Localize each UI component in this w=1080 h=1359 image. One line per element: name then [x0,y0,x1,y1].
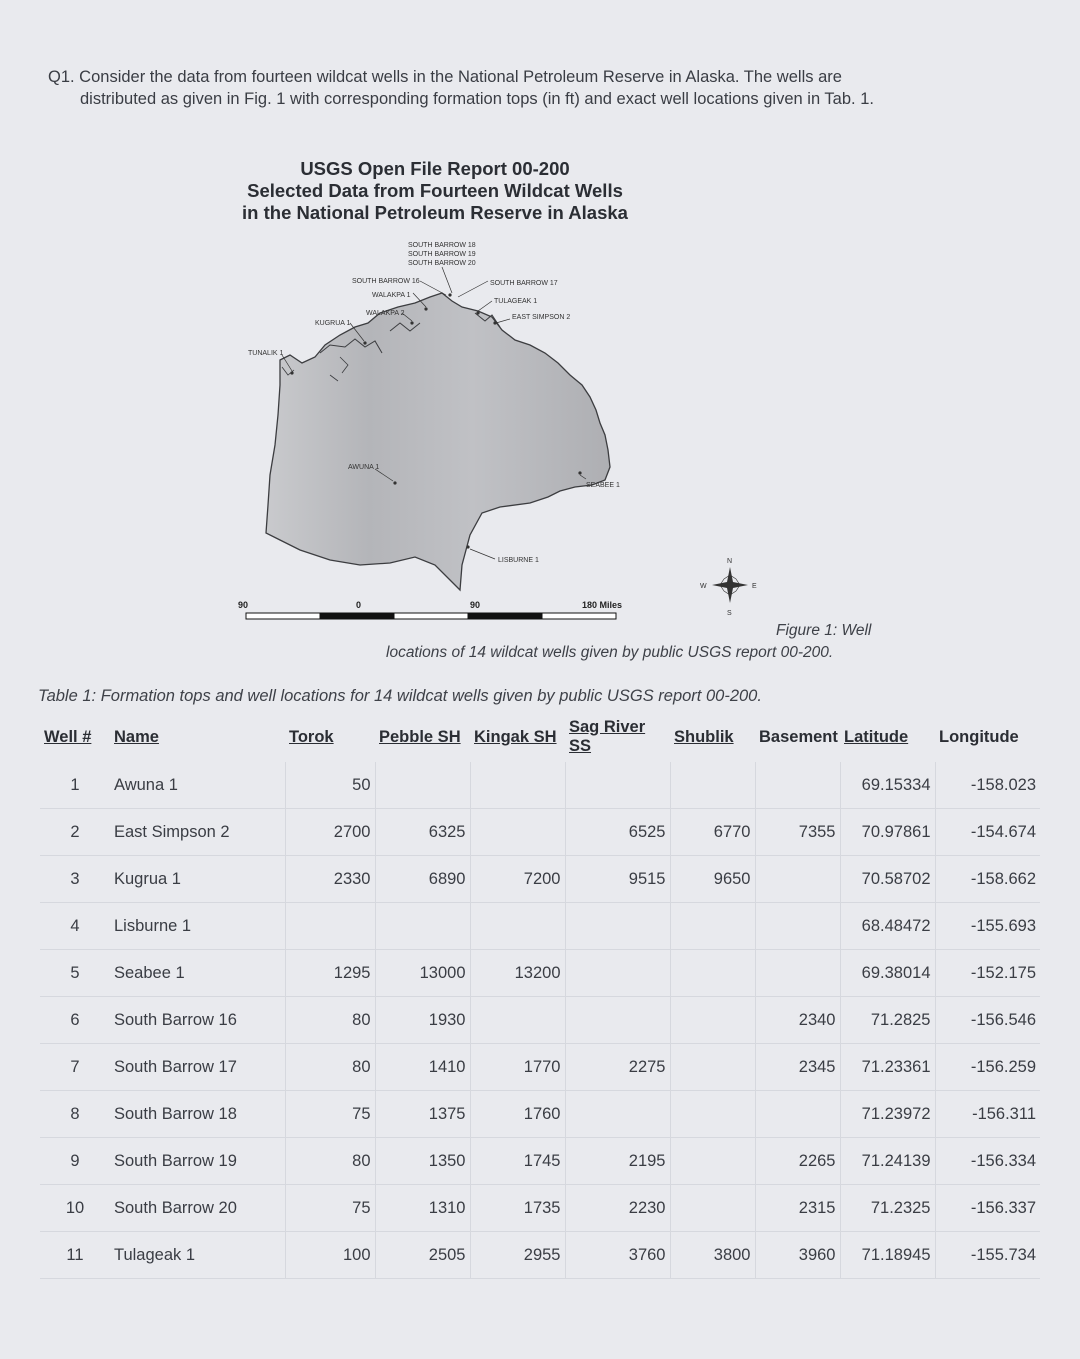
cell-name: South Barrow 19 [110,1138,285,1185]
cell-torok: 100 [285,1232,375,1279]
cell-basement: 3960 [755,1232,840,1279]
cell-shublik [670,1138,755,1185]
table-row [40,997,1040,1044]
cell-torok: 80 [285,1138,375,1185]
cell-latitude: 70.58702 [840,856,935,903]
cell-torok [285,903,375,950]
cell-basement: 2340 [755,997,840,1044]
cell-kingak [470,997,565,1044]
cell-shublik [670,997,755,1044]
table-row [40,809,1040,856]
cell-well: 8 [40,1091,110,1138]
cell-sagriver: 2275 [565,1044,670,1091]
cell-torok: 75 [285,1091,375,1138]
cell-pebble: 6890 [375,856,470,903]
npra-map [230,235,790,625]
scale-label-90: 90 [470,600,481,610]
compass-rose [700,558,757,617]
scale-bar [246,613,616,619]
cell-basement: 2315 [755,1185,840,1232]
figure-title-line-1: USGS Open File Report 00-200 [300,158,570,179]
header-sagriver: Sag River SS [569,718,646,755]
cell-latitude: 69.15334 [840,762,935,809]
cell-name: Tulageak 1 [110,1232,285,1279]
cell-torok: 75 [285,1185,375,1232]
figure-caption-line-1: Figure 1: Well [776,622,872,639]
cell-pebble [375,762,470,809]
cell-sagriver: 3760 [565,1232,670,1279]
table-row [40,1232,1040,1279]
cell-latitude: 71.2325 [840,1185,935,1232]
label-tunalik1: TUNALIK 1 [248,350,284,357]
cell-pebble: 13000 [375,950,470,997]
cell-latitude: 69.38014 [840,950,935,997]
well-marker-seabee1 [578,471,581,474]
compass-n: N [727,558,733,565]
cell-basement [755,856,840,903]
header-basement: Basement [759,727,838,746]
table-header-row [40,712,1040,762]
cell-kingak: 1735 [470,1185,565,1232]
cell-longitude: -156.311 [935,1091,1040,1138]
well-marker-walakpa2 [410,321,413,324]
compass-s: S [727,610,732,617]
cell-well: 10 [40,1185,110,1232]
well-marker-tulageak1 [476,311,479,314]
cell-torok: 80 [285,1044,375,1091]
header-torok: Torok [289,727,334,746]
label-sb17: SOUTH BARROW 17 [490,280,558,287]
label-sb16: SOUTH BARROW 16 [352,278,420,285]
cell-sagriver [565,903,670,950]
cell-well: 11 [40,1232,110,1279]
cell-latitude: 71.24139 [840,1138,935,1185]
cell-longitude: -152.175 [935,950,1040,997]
header-kingak: Kingak SH [474,727,557,746]
cell-torok: 80 [285,997,375,1044]
label-seabee1: SEABEE 1 [586,482,620,489]
label-walakpa1: WALAKPA 1 [372,292,411,299]
cell-pebble: 1410 [375,1044,470,1091]
cell-sagriver: 2195 [565,1138,670,1185]
cell-shublik [670,903,755,950]
cell-pebble: 6325 [375,809,470,856]
cell-shublik: 6770 [670,809,755,856]
label-sb20: SOUTH BARROW 20 [408,260,476,267]
table-row [40,1044,1040,1091]
well-marker-lisburne1 [466,545,469,548]
figure-title [200,158,670,224]
cell-kingak: 13200 [470,950,565,997]
well-marker-kugrua1 [363,341,366,344]
cell-sagriver: 6525 [565,809,670,856]
cell-shublik [670,762,755,809]
cell-pebble: 1375 [375,1091,470,1138]
cell-latitude: 70.97861 [840,809,935,856]
cell-longitude: -156.334 [935,1138,1040,1185]
cell-sagriver [565,950,670,997]
cell-name: South Barrow 20 [110,1185,285,1232]
cell-pebble: 1350 [375,1138,470,1185]
cell-sagriver: 2230 [565,1185,670,1232]
cell-name: Seabee 1 [110,950,285,997]
cell-name: East Simpson 2 [110,809,285,856]
cell-basement: 2265 [755,1138,840,1185]
cell-shublik [670,950,755,997]
cell-kingak: 1745 [470,1138,565,1185]
cell-basement [755,950,840,997]
cell-latitude: 71.23361 [840,1044,935,1091]
cell-latitude: 71.23972 [840,1091,935,1138]
scale-label-0: 0 [356,600,362,610]
well-marker-southbarrow [448,293,451,296]
label-tulageak1: TULAGEAK 1 [494,298,538,305]
cell-name: Lisburne 1 [110,903,285,950]
cell-longitude: -158.023 [935,762,1040,809]
label-sb19: SOUTH BARROW 19 [408,251,476,258]
table-row [40,1138,1040,1185]
cell-longitude: -155.693 [935,903,1040,950]
table-row [40,762,1040,809]
cell-pebble: 1930 [375,997,470,1044]
well-marker-walakpa1 [424,307,427,310]
cell-basement: 2345 [755,1044,840,1091]
cell-shublik [670,1044,755,1091]
cell-shublik [670,1185,755,1232]
well-marker-tunalik1 [290,371,293,374]
cell-name: South Barrow 17 [110,1044,285,1091]
cell-sagriver [565,1091,670,1138]
figure-title-line-2: Selected Data from Fourteen Wildcat Wells [247,180,623,201]
table-caption: Table 1: Formation tops and well locations for 14 wildcat wells given by public USGS report 00-200. [38,687,762,705]
cell-longitude: -156.259 [935,1044,1040,1091]
header-shublik: Shublik [674,727,734,746]
formation-table [40,712,1040,1279]
cell-sagriver [565,762,670,809]
cell-sagriver [565,997,670,1044]
table-row [40,1091,1040,1138]
cell-torok: 2330 [285,856,375,903]
label-awuna1: AWUNA 1 [348,464,380,471]
label-kugrua1: KUGRUA 1 [315,320,351,327]
cell-kingak: 1770 [470,1044,565,1091]
cell-name: South Barrow 18 [110,1091,285,1138]
cell-torok: 1295 [285,950,375,997]
cell-kingak: 7200 [470,856,565,903]
cell-well: 9 [40,1138,110,1185]
cell-basement [755,903,840,950]
header-pebble: Pebble SH [379,727,461,746]
well-marker-awuna1 [393,481,396,484]
question-text [48,66,1008,110]
header-well: Well # [44,727,92,746]
cell-name: South Barrow 16 [110,997,285,1044]
cell-latitude: 71.2825 [840,997,935,1044]
header-latitude: Latitude [844,727,909,746]
cell-longitude: -156.337 [935,1185,1040,1232]
scale-label-90-left: 90 [238,600,249,610]
cell-torok: 50 [285,762,375,809]
header-longitude: Longitude [939,727,1019,746]
cell-pebble: 1310 [375,1185,470,1232]
cell-pebble [375,903,470,950]
cell-name: Awuna 1 [110,762,285,809]
cell-well: 2 [40,809,110,856]
label-eastsimpson2: EAST SIMPSON 2 [512,314,571,321]
cell-kingak: 2955 [470,1232,565,1279]
question-line-2: distributed as given in Fig. 1 with corresponding formation tops (in ft) and exact well locations given in Tab. 1. [80,90,874,108]
cell-kingak [470,809,565,856]
cell-pebble: 2505 [375,1232,470,1279]
cell-kingak [470,903,565,950]
header-name: Name [114,727,159,746]
cell-shublik: 3800 [670,1232,755,1279]
question-line-1: Q1. Consider the data from fourteen wildcat wells in the National Petroleum Reserve in Alaska. The wells are [48,68,842,86]
table-row [40,856,1040,903]
figure-title-line-3: in the National Petroleum Reserve in Alaska [242,202,628,223]
cell-longitude: -156.546 [935,997,1040,1044]
table-row [40,950,1040,997]
cell-shublik: 9650 [670,856,755,903]
cell-well: 5 [40,950,110,997]
cell-well: 4 [40,903,110,950]
table-row [40,1185,1040,1232]
figure-caption-line-2: locations of 14 wildcat wells given by public USGS report 00-200. [386,644,834,661]
cell-basement [755,762,840,809]
table-row [40,903,1040,950]
label-lisburne1: LISBURNE 1 [498,557,539,564]
npra-outline [266,293,610,590]
label-walakpa2: WALAKPA 2 [366,310,405,317]
cell-well: 1 [40,762,110,809]
label-sb18: SOUTH BARROW 18 [408,242,476,249]
compass-e: E [752,583,757,590]
cell-longitude: -155.734 [935,1232,1040,1279]
cell-well: 7 [40,1044,110,1091]
cell-kingak: 1760 [470,1091,565,1138]
cell-longitude: -158.662 [935,856,1040,903]
cell-sagriver: 9515 [565,856,670,903]
scale-label-180: 180 Miles [582,600,623,610]
cell-torok: 2700 [285,809,375,856]
cell-latitude: 71.18945 [840,1232,935,1279]
cell-basement: 7355 [755,809,840,856]
cell-latitude: 68.48472 [840,903,935,950]
cell-name: Kugrua 1 [110,856,285,903]
compass-w: W [700,583,707,590]
cell-well: 6 [40,997,110,1044]
cell-kingak [470,762,565,809]
cell-shublik [670,1091,755,1138]
cell-longitude: -154.674 [935,809,1040,856]
cell-well: 3 [40,856,110,903]
cell-basement [755,1091,840,1138]
